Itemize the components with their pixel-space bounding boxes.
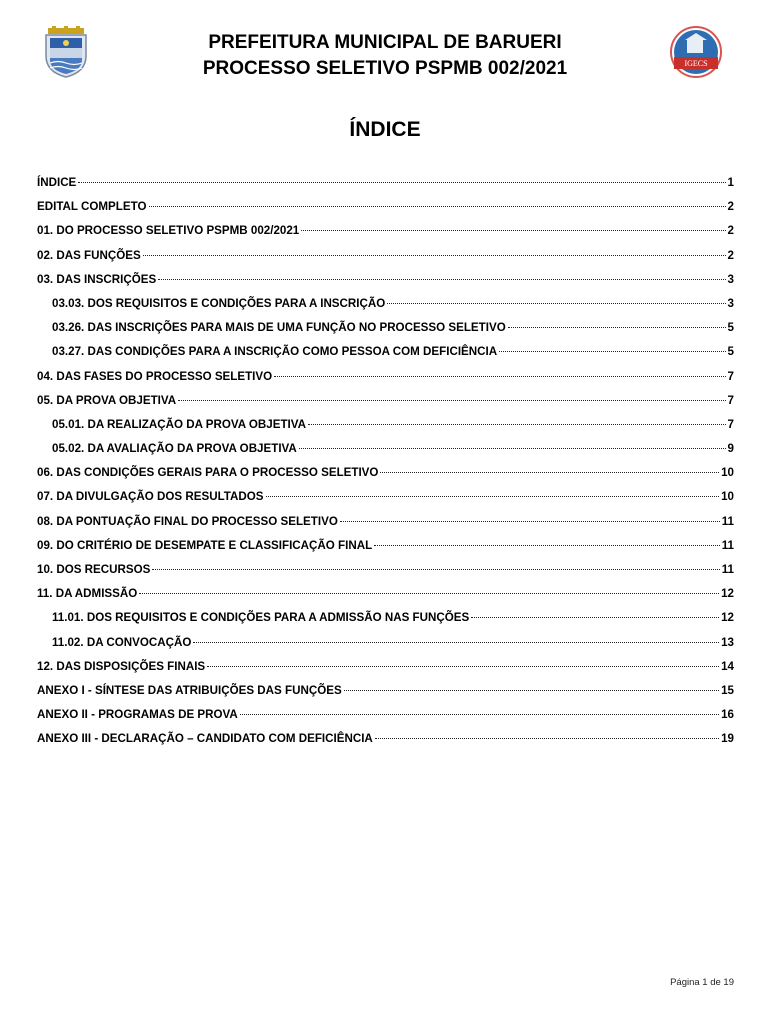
toc-entry[interactable] — [37, 684, 734, 708]
toc-entry[interactable] — [37, 200, 734, 224]
toc-dot-leader — [158, 279, 725, 280]
toc-entry[interactable] — [37, 176, 734, 200]
toc-entry-page-number[interactable]: 2 — [727, 248, 734, 262]
toc-entry[interactable] — [37, 370, 734, 394]
toc-entry[interactable] — [37, 345, 734, 369]
toc-dot-leader — [471, 617, 719, 618]
igecs-logo-text: IGECS — [684, 59, 708, 68]
toc-entry-page-number[interactable]: 10 — [721, 466, 734, 480]
toc-entry-page-number[interactable]: 15 — [721, 683, 734, 697]
toc-entry-label[interactable]: 03.26. DAS INSCRIÇÕES PARA MAIS DE UMA FUNÇÃO NO PROCESSO SELETIVO — [52, 321, 506, 335]
toc-dot-leader — [266, 496, 720, 497]
toc-entry-page-number[interactable]: 13 — [721, 635, 734, 649]
toc-entry-label[interactable]: 03.27. DAS CONDIÇÕES PARA A INSCRIÇÃO COMO PESSOA COM DEFICIÊNCIA — [52, 345, 498, 359]
toc-entry[interactable] — [37, 587, 734, 611]
toc-entry[interactable] — [37, 708, 734, 732]
toc-entry[interactable] — [37, 539, 734, 563]
toc-entry[interactable] — [37, 563, 734, 587]
toc-entry-page-number[interactable]: 10 — [721, 490, 734, 504]
toc-entry[interactable] — [37, 515, 734, 539]
toc-entry-page-number[interactable]: 11 — [721, 563, 734, 576]
toc-entry[interactable] — [37, 611, 734, 635]
toc-entry-label[interactable]: ÍNDICE — [37, 176, 77, 189]
toc-entry-page-number[interactable]: 5 — [727, 345, 734, 359]
toc-entry-page-number[interactable]: 11 — [721, 514, 734, 528]
index-heading: ÍNDICE — [349, 118, 421, 141]
toc-dot-leader — [308, 424, 726, 425]
toc-dot-leader — [374, 545, 720, 546]
toc-entry-page-number[interactable]: 12 — [721, 611, 734, 625]
toc-entry-page-number[interactable]: 7 — [727, 417, 734, 431]
document-title-block — [120, 30, 650, 82]
toc-entry-page-number[interactable]: 1 — [727, 176, 734, 189]
toc-entry-label[interactable]: 01. DO PROCESSO SELETIVO PSPMB 002/2021 — [37, 224, 300, 238]
toc-entry[interactable] — [37, 224, 734, 248]
toc-entry-label[interactable]: 11.01. DOS REQUISITOS E CONDIÇÕES PARA A ADMISSÃO NAS FUNÇÕES — [52, 611, 470, 625]
toc-entry-page-number[interactable]: 7 — [727, 393, 734, 407]
toc-dot-leader — [508, 327, 726, 328]
toc-entry-page-number[interactable]: 7 — [727, 369, 734, 383]
toc-entry-page-number[interactable]: 9 — [727, 442, 734, 456]
toc-entry-label[interactable]: EDITAL COMPLETO — [37, 200, 147, 214]
toc-dot-leader — [193, 642, 719, 643]
toc-entry-label[interactable]: 07. DA DIVULGAÇÃO DOS RESULTADOS — [37, 490, 264, 504]
toc-entry-label[interactable]: ANEXO III - DECLARAÇÃO – CANDIDATO COM DEFICIÊNCIA — [37, 732, 373, 746]
document-header — [0, 0, 770, 100]
toc-entry-label[interactable]: 11. DA ADMISSÃO — [37, 587, 138, 601]
toc-entry-page-number[interactable]: 5 — [727, 321, 734, 335]
toc-entry[interactable] — [37, 466, 734, 490]
toc-dot-leader — [207, 666, 719, 667]
toc-dot-leader — [149, 206, 726, 207]
toc-dot-leader — [375, 738, 719, 739]
toc-entry-label[interactable]: 05. DA PROVA OBJETIVA — [37, 393, 177, 407]
toc-entry-page-number[interactable]: 3 — [727, 296, 734, 310]
toc-dot-leader — [240, 714, 719, 715]
toc-entry-label[interactable]: 06. DAS CONDIÇÕES GERAIS PARA O PROCESSO SELETIVO — [37, 466, 379, 480]
toc-entry[interactable] — [37, 273, 734, 297]
toc-entry-label[interactable]: 09. DO CRITÉRIO DE DESEMPATE E CLASSIFICAÇÃO FINAL — [37, 538, 373, 552]
toc-entry-label[interactable]: 05.01. DA REALIZAÇÃO DA PROVA OBJETIVA — [52, 417, 307, 431]
toc-entry-page-number[interactable]: 12 — [721, 587, 734, 601]
toc-entry-label[interactable]: 11.02. DA CONVOCAÇÃO — [52, 635, 192, 649]
toc-dot-leader — [152, 569, 719, 570]
toc-dot-leader — [344, 690, 719, 691]
table-of-contents — [37, 176, 734, 757]
page-number-footer: Página 1 de 19 — [670, 977, 734, 988]
toc-entry[interactable] — [37, 394, 734, 418]
toc-entry-page-number[interactable]: 19 — [721, 732, 734, 746]
toc-dot-leader — [387, 303, 725, 304]
toc-entry-label[interactable]: 03.03. DOS REQUISITOS E CONDIÇÕES PARA A INSCRIÇÃO — [52, 296, 386, 310]
toc-entry-page-number[interactable]: 16 — [721, 708, 734, 722]
toc-dot-leader — [178, 400, 725, 401]
toc-entry[interactable] — [37, 297, 734, 321]
toc-entry-label[interactable]: 12. DAS DISPOSIÇÕES FINAIS — [37, 659, 206, 673]
toc-entry-page-number[interactable]: 11 — [721, 538, 734, 552]
toc-entry[interactable] — [37, 249, 734, 273]
toc-entry[interactable] — [37, 636, 734, 660]
toc-entry-label[interactable]: 05.02. DA AVALIAÇÃO DA PROVA OBJETIVA — [52, 442, 297, 456]
toc-entry-label[interactable]: ANEXO I - SÍNTESE DAS ATRIBUIÇÕES DAS FUNÇÕES — [37, 683, 342, 697]
title-line-1: PREFEITURA MUNICIPAL DE BARUERI — [208, 32, 562, 53]
toc-dot-leader — [143, 255, 726, 256]
toc-dot-leader — [380, 472, 719, 473]
toc-dot-leader — [340, 521, 720, 522]
toc-entry[interactable] — [37, 660, 734, 684]
toc-entry-page-number[interactable]: 2 — [727, 224, 734, 238]
barueri-crest-icon — [42, 26, 90, 78]
toc-entry-label[interactable]: 03. DAS INSCRIÇÕES — [37, 272, 157, 286]
toc-entry[interactable] — [37, 490, 734, 514]
toc-dot-leader — [78, 182, 725, 183]
toc-entry[interactable] — [37, 321, 734, 345]
title-line-2: PROCESSO SELETIVO PSPMB 002/2021 — [202, 58, 568, 79]
toc-entry[interactable] — [37, 418, 734, 442]
toc-entry[interactable] — [37, 442, 734, 466]
toc-entry-page-number[interactable]: 2 — [727, 200, 734, 214]
toc-dot-leader — [274, 376, 725, 377]
toc-entry-label[interactable]: ANEXO II - PROGRAMAS DE PROVA — [37, 708, 238, 722]
toc-entry-label[interactable]: 02. DAS FUNÇÕES — [37, 248, 141, 262]
toc-dot-leader — [139, 593, 719, 594]
toc-entry-label[interactable]: 08. DA PONTUAÇÃO FINAL DO PROCESSO SELETIVO — [37, 514, 338, 528]
toc-entry-page-number[interactable]: 3 — [727, 272, 734, 286]
toc-dot-leader — [299, 448, 726, 449]
toc-entry-label[interactable]: 10. DOS RECURSOS — [37, 563, 151, 576]
toc-dot-leader — [499, 351, 725, 352]
toc-entry[interactable] — [37, 732, 734, 756]
toc-entry-page-number[interactable]: 14 — [721, 659, 734, 673]
igecs-logo-icon — [670, 26, 722, 78]
toc-dot-leader — [301, 230, 725, 231]
toc-entry-label[interactable]: 04. DAS FASES DO PROCESSO SELETIVO — [37, 369, 273, 383]
